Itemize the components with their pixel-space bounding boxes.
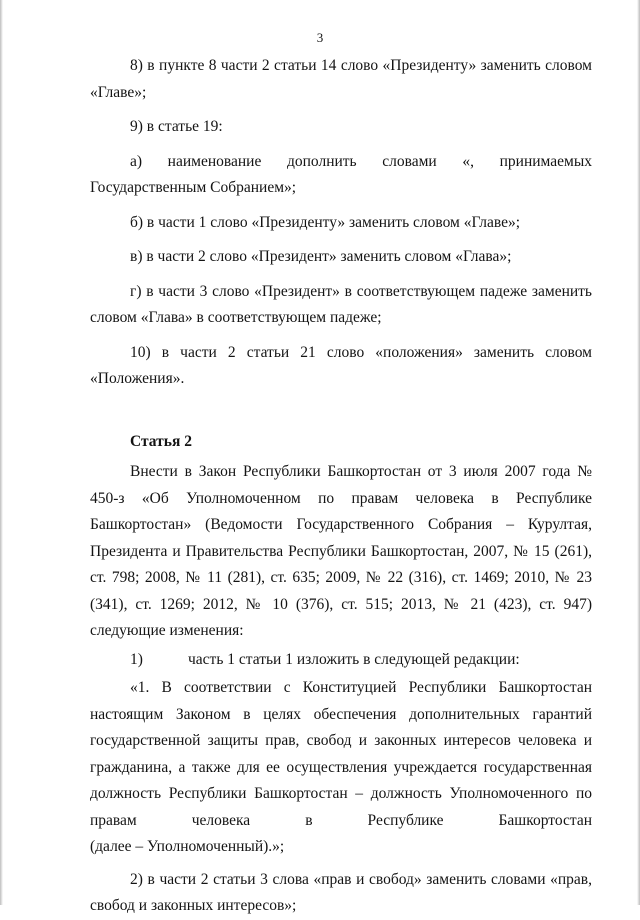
item-1-text: часть 1 статьи 1 изложить в следующей редакции: xyxy=(188,650,520,668)
amendment-item-10: 10) в части 2 статьи 21 слово «положения» заменить словом «Положения». xyxy=(90,343,592,387)
amendment-subitem-v: в) в части 2 слово «Президент» заменить словом «Глава»; xyxy=(130,248,512,265)
quoted-new-wording: «1. В соответствии с Конституцией Республики Башкортостан настоящим Законом в целях обеспечения дополнительных гарантий государственной защиты прав, свобод и законных интересов человека и гражданина, а также для ее осуществления учреждается государственная должность Республики Башкортостан – должность Уполномоченного по правам человека в Республике Башкортостан xyxy=(90,679,592,829)
article-2-intro: Внести в Закон Республики Башкортостан от 3 июля 2007 года № 450-з «Об Уполномоченном по правам человека в Республике Башкортостан» (Ведомости Государственного Собрания – Курултая, Президента и Правительства Республики Башкортостан, 2007, № 15 (261), ст. 798; 2008, № 11 (281), ст. 635; 2009, № 22 (316), ст. 1469; 2010, № 23 (341), ст. 1269; 2012, № 10 (376), ст. 515; 2013, № 21 (423), ст. 947) следующие изменения: xyxy=(90,463,592,639)
amendment-subitem-b: б) в части 1 слово «Президенту» заменить словом «Главе»; xyxy=(130,213,521,231)
article-2-heading: Статья 2 xyxy=(130,432,192,450)
amendment-item-8: 8) в пункте 8 части 2 статьи 14 слово «Президенту» заменить словом «Главе»; xyxy=(90,57,592,101)
amendment-subitem-g: г) в части 3 слово «Президент» в соответствующем падеже заменить словом «Глава» в соответствующем падеже; xyxy=(90,282,592,326)
article-2-item-1 xyxy=(90,647,592,674)
amendment-subitem-a: а) наименование дополнить словами «, принимаемых Государственным Собранием»; xyxy=(90,152,592,196)
item-1-marker: 1) xyxy=(130,650,143,668)
page-number: 3 xyxy=(316,30,324,45)
amendment-item-9: 9) в статье 19: xyxy=(130,118,223,135)
document-body xyxy=(90,53,592,920)
page-edge-left xyxy=(0,0,3,905)
article-2-item-2: 2) в части 2 статьи 3 слова «прав и свобод» заменить словами «прав, свобод и законных интересов»; xyxy=(90,870,592,914)
quoted-new-wording-end: (далее – Уполномоченный).»; xyxy=(90,838,285,855)
